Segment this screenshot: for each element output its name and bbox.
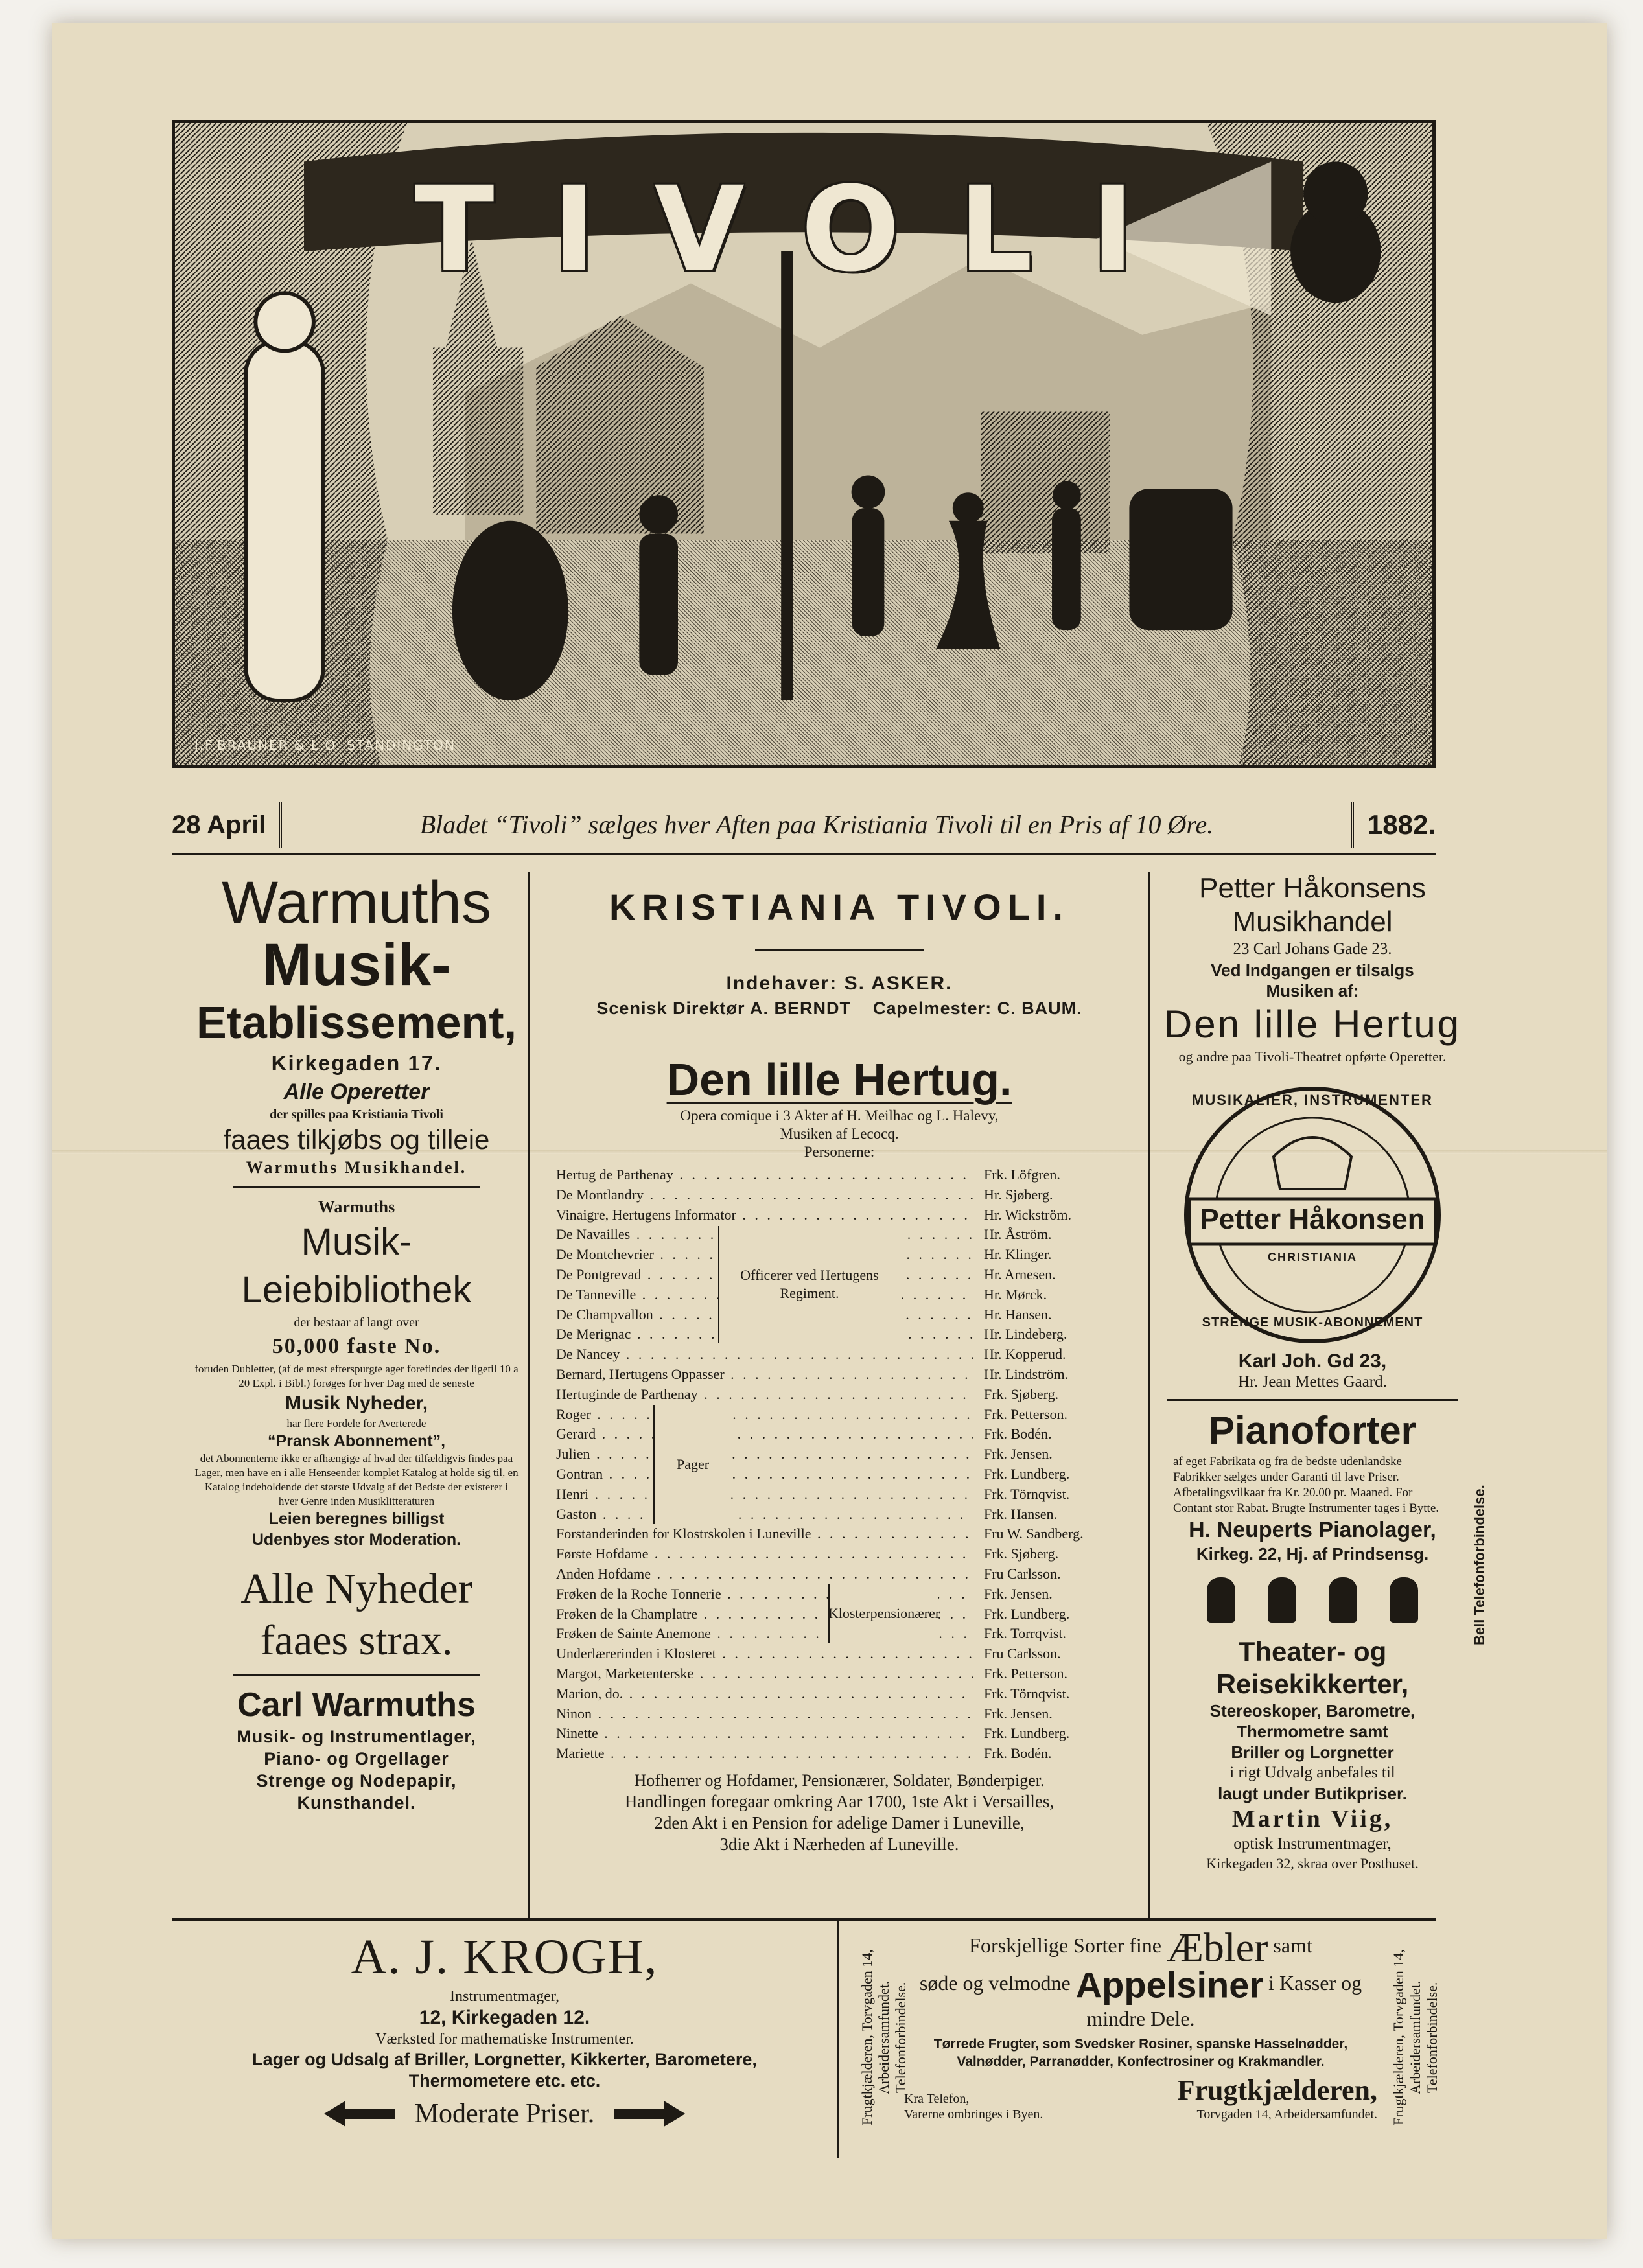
cast-actor: Frk. Jensen. [973,1704,1123,1724]
appelsiner-prefix: søde og velmodne [919,1971,1071,1995]
andre-operetter-text: og andre paa Tivoli-Theatret opførte Operetter. [1178,1048,1447,1065]
operetter-heading: Alle Operetter [283,1080,430,1104]
masthead-illustration [172,120,1436,768]
carl-warmuths-heading: Carl Warmuths [237,1686,476,1724]
cast-row [556,1205,1123,1225]
hakonsen-seal [1176,1079,1449,1351]
cast-row [556,1505,1123,1525]
cast-row [556,1345,1123,1365]
cast-row [556,1544,1123,1564]
owner-line: Indehaver: S. ASKER. [726,973,953,994]
pianoforter-heading: Pianoforter [1208,1409,1417,1452]
cast-row [556,1185,1123,1205]
cast-role: Vinaigre, Hertugens Informator . . . [556,1205,973,1225]
frugt-address: Torvgaden 14, Arbeidersamfundet. [1196,2107,1377,2122]
spilles-text: der spilles paa Kristiania Tivoli [270,1107,443,1122]
left-column-warmuths-ad [194,872,519,1921]
leiebibliothek-heading: Musik-Leiebibliothek [241,1221,472,1311]
cast-list [556,1165,1123,1764]
martin-viig-heading: Martin Viig, [1231,1805,1393,1833]
musik-nyheder-text: Musik Nyheder, [285,1393,428,1414]
briller-text: Briller og Lorgnetter [1231,1742,1394,1762]
group-label-kloster: Klosterpensionærer [828,1584,938,1643]
varerne-text: Varerne ombringes i Byen. [904,2107,1043,2122]
genre-line: Opera comique i 3 Akter af H. Meilhac og L. Halevy, [680,1107,999,1124]
reisekikkerter-heading: Reisekikkerter, [1216,1669,1409,1699]
cast-role: Mariette . . . [556,1744,973,1764]
cast-role: De Navailles . . . [556,1225,973,1245]
aebler-line [904,1924,1377,1971]
carl-line-3: Strenge og Nodepapir, [256,1771,457,1790]
cast-role: Hertug de Parthenay . . . [556,1165,973,1185]
group-label-officers: Officerer ved Hertugens Regiment. [718,1226,900,1343]
aebler-suffix: samt [1273,1934,1312,1957]
cast-actor: Frk. Torrqvist. [973,1624,1123,1644]
seal-city: CHRISTIANIA [1268,1251,1357,1264]
cast-actor: Hr. Kopperud. [973,1345,1123,1365]
setting-line-2: 2den Akt i en Pension for adelige Damer i Luneville, [654,1812,1025,1833]
moderate-priser-row [172,2094,837,2133]
neupert-address: Kirkeg. 22, Hj. af Prindsensg. [1196,1544,1429,1564]
cast-actor: Hr. Wickström. [973,1205,1123,1225]
abonnenter-text: det Abonnenterne ikke er afhængige af hvad der tilfældigvis findes paa Lager, men have en i alle Henseender komplet Katalog at holde sig til, en Katalog indeholdende det største Udvalg af det Bedste der existerer i hver Genre inden Musiklitteraturen [194,1452,519,1507]
cast-actor: Frk. Jensen. [973,1444,1123,1464]
krogh-title: Instrumentmager, [450,1988,559,2005]
warmuths-heading: Warmuths [222,870,491,936]
cast-actor: Frk. Löfgren. [973,1165,1123,1185]
tilkjobs-text: faaes tilkjøbs og tilleie [223,1124,490,1155]
issue-date: 28 April [172,802,282,848]
cast-role: De Nancey . . . [556,1345,973,1365]
cast-role: Marion, do. . . . [556,1684,973,1704]
cast-row [556,1744,1123,1764]
cast-actor: Hr. Sjøberg. [973,1185,1123,1205]
cast-row [556,1424,1123,1444]
warmuths-subheading: Warmuths [318,1198,395,1216]
cast-role: Første Hofdame . . . [556,1544,973,1564]
cast-role: Frøken de Sainte Anemone . . . [556,1624,973,1644]
cast-role: De Pontgrevad . . . [556,1265,973,1285]
cast-row [556,1684,1123,1704]
right-column-ads [1160,872,1487,1921]
krogh-name: A. J. KROGH, [351,1930,658,1984]
cast-actor: Fru W. Sandberg. [973,1524,1123,1544]
engraver-credit: J.F.BRAUNER & L.O. STANDINGTON [194,737,456,753]
frugtkjaelderen-heading: Frugtkjælderen, [1177,2074,1377,2107]
torrede-frugter-text: Tørrede Frugter, som Svedsker Rosiner, spanske Hasselnødder, Valnødder, Parranødder, Konfectrosiner og Krakmandler. [933,2037,1348,2070]
warmuths-address: Kirkegaden 17. [271,1051,442,1075]
udvalg-text: i rigt Udvalg anbefales til [1229,1764,1395,1781]
krogh-ad [172,1921,839,2158]
cast-row [556,1365,1123,1385]
cast-role: Julien . . . [556,1444,973,1464]
cast-actor: Frk. Jensen. [973,1584,1123,1604]
hands-row [1160,1577,1465,1623]
cast-role: Anden Hofdame . . . [556,1564,973,1584]
cast-role: De Merignac . . . [556,1325,973,1345]
krogh-lager: Lager og Udsalg af Briller, Lorgnetter, Kikkerter, Barometere, [252,2050,757,2069]
cast-row [556,1385,1123,1405]
director-text: Scenisk Direktør A. BERNDT [596,999,852,1018]
divider [233,1186,480,1188]
staff-line [530,997,1148,1020]
ved-indgangen-text: Ved Indgangen er tilsalgs [1211,960,1414,980]
cast-row [556,1724,1123,1744]
aebler-prefix: Forskjellige Sorter fine [969,1934,1161,1957]
cast-actor: Frk. Petterson. [973,1664,1123,1684]
cast-actor: Hr. Mørck. [973,1285,1123,1305]
frugt-side-right: Frugtkjælderen, Torvgaden 14, Arbeidersamfundet. Telefonforbindelse. [1390,1949,1440,2125]
cast-actor: Frk. Lundberg. [973,1724,1123,1744]
udenbyes-text: Udenbyes stor Moderation. [251,1531,461,1549]
hakonsen-heading: Petter Håkonsens Musikhandel [1199,872,1426,938]
setting-line-1: Handlingen foregaar omkring Aar 1700, 1ste Akt i Versailles, [624,1791,1055,1811]
cast-row [556,1165,1123,1185]
pransk-abonnement-text: “Pransk Abonnement”, [267,1432,446,1450]
date-strip [172,797,1436,855]
cast-row [556,1664,1123,1684]
cast-actor: Hr. Arnesen. [973,1265,1123,1285]
frugt-side-left: Frugtkjælderen, Torvgaden 14, Arbeidersamfundet. Telefonforbindelse. [859,1949,909,2125]
cast-actor: Frk. Hansen. [973,1505,1123,1525]
bottom-ads [172,1918,1440,2158]
pointing-hand-icon [614,2101,685,2127]
hand-icon [1329,1577,1357,1623]
cast-row [556,1464,1123,1485]
cast-actor: Hr. Lindström. [973,1365,1123,1385]
setting-line-3: 3die Akt i Nærheden af Luneville. [719,1834,959,1854]
krogh-address: 12, Kirkegaden 12. [419,2007,590,2028]
seal-bottom-text: STRENGE MUSIK-ABONNEMENT [1202,1315,1423,1330]
seal-name: Petter Håkonsen [1200,1203,1425,1235]
cast-actor: Frk. Bodén. [973,1424,1123,1444]
cast-role: Underlærerinden i Klosteret . . . [556,1644,973,1664]
musiken-af-text: Musiken af: [1266,981,1359,1001]
cast-actor: Frk. Sjøberg. [973,1544,1123,1564]
cast-role: Ninette . . . [556,1724,973,1744]
frugtkjaelderen-ad [846,1921,1440,2158]
capelmester-text: Capelmester: C. BAUM. [873,999,1082,1018]
cast-role: Bernard, Hertugens Oppasser . . . [556,1365,973,1385]
cast-row [556,1704,1123,1724]
cast-role: Frøken de la Champlatre . . . [556,1604,973,1625]
cast-row [556,1524,1123,1544]
divider [1167,1399,1458,1401]
cast-role: Gontran . . . [556,1464,973,1485]
moderate-priser-text: Moderate Priser. [414,2099,595,2129]
frugt-footer [904,2074,1377,2122]
optisk-text: optisk Instrumentmager, [1233,1835,1392,1853]
show-title: Den lille Hertug. [666,1054,1012,1105]
den-lille-hertug-heading: Den lille Hertug [1163,1002,1462,1046]
musikhandel-text: Warmuths Musikhandel. [246,1158,467,1177]
extras-line: Hofherrer og Hofdamer, Pensionærer, Soldater, Bønderpiger. [634,1770,1045,1790]
cast-role: De Tanneville . . . [556,1285,973,1305]
cast-role: Roger . . . [556,1405,973,1425]
carl-line-1: Musik- og Instrumentlager, [237,1727,476,1746]
cast-role: Gaston . . . [556,1505,973,1525]
fordele-text: har flere Fordele for Averterede [286,1417,426,1429]
musik-heading: Musik- [262,932,451,998]
cast-actor: Hr. Åström. [973,1225,1123,1245]
cast-row [556,1485,1123,1505]
fifty-thousand-text: 50,000 faste No. [272,1334,441,1358]
cast-role: Gerard . . . [556,1424,973,1444]
cast-actor: Frk. Sjøberg. [973,1385,1123,1405]
neupert-heading: H. Neuperts Pianolager, [1189,1518,1436,1542]
appelsiner-line [904,1966,1377,2036]
cast-actor: Fru Carlsson. [973,1644,1123,1664]
etablissement-heading: Etablissement, [196,997,517,1048]
jean-mettes-text: Hr. Jean Mettes Gaard. [1238,1373,1387,1391]
krogh-thermo: Thermometere etc. etc. [408,2071,601,2090]
cast-actor: Frk. Bodén. [973,1744,1123,1764]
alle-nyheder-heading: Alle Nyheder [240,1565,472,1612]
cast-role: De Montlandry . . . [556,1185,973,1205]
hand-icon [1207,1577,1235,1623]
seal-top-text: MUSIKALIER, INSTRUMENTER [1192,1092,1433,1108]
cast-role: Frøken de la Roche Tonnerie . . . [556,1584,973,1604]
cast-actor: Hr. Hansen. [973,1305,1123,1325]
cast-row [556,1444,1123,1464]
stereoskoper-text: Stereoskoper, Barometre, Thermometre samt [1209,1701,1416,1741]
appelsiner-word: Appelsiner [1075,1964,1264,2006]
hand-icon [1268,1577,1296,1623]
cast-role: De Champvallon . . . [556,1305,973,1325]
hand-icon [1390,1577,1418,1623]
frugt-main [904,1924,1377,2122]
cast-role: Henri . . . [556,1485,973,1505]
cast-actor: Hr. Lindeberg. [973,1325,1123,1345]
viig-address: Kirkegaden 32, skraa over Posthuset. [1206,1855,1419,1871]
frugt-footer-right [1178,2074,1377,2122]
carl-line-2: Piano- og Orgellager [264,1749,449,1768]
pointing-hand-icon [324,2101,395,2127]
music-line: Musiken af Lecocq. [780,1126,899,1142]
cast-actor: Frk. Törnqvist. [973,1485,1123,1505]
theater-heading: Theater- og [1238,1636,1387,1667]
bestaar-text: der bestaar af langt over [294,1315,419,1330]
cast-actor: Frk. Lundberg. [973,1464,1123,1485]
hakonsen-address: 23 Carl Johans Gade 23. [1233,940,1392,958]
program-title: KRISTIANIA TIVOLI. [609,886,1069,927]
divider [233,1674,480,1676]
cast-actor: Frk. Petterson. [973,1405,1123,1425]
issue-year: 1882. [1351,802,1436,848]
butikpriser-text: laugt under Butikpriser. [1218,1784,1407,1803]
cast-actor: Fru Carlsson. [973,1564,1123,1584]
faaes-strax-heading: faaes strax. [260,1617,453,1664]
cast-row [556,1644,1123,1664]
kra-telefon-text: Kra Telefon, [904,2092,970,2107]
cast-role: De Montchevrier . . . [556,1245,973,1265]
carl-line-4: Kunsthandel. [297,1793,416,1812]
group-label-pager: Pager [653,1405,731,1524]
cast-actor: Frk. Törnqvist. [973,1684,1123,1704]
cast-actor: Hr. Klinger. [973,1245,1123,1265]
cast-role: Ninon . . . [556,1704,973,1724]
telefon-side-text: Bell Telefonforbindelse. [1471,1485,1487,1645]
tagline: Bladet “Tivoli” sælges hver Aften paa Kristiania Tivoli til en Pris af 10 Øre. [419,810,1214,839]
divider [755,949,924,951]
pianoforter-text: af eget Fabrikata og fra de bedste udenlandske Fabrikker sælges under Garanti til lave Priser. Afbetalingsvilkaar fra Kr. 20.00 pr. Maaned. For Contant stor Rabat. Brugte Instrumenter tages i Bytte. [1173,1455,1439,1515]
krogh-vaerksted: Værksted for mathematiske Instrumenter. [375,2031,634,2048]
masthead-title: TIVOLI [414,162,1193,297]
appelsiner-suffix: i Kasser og mindre Dele. [1086,1971,1362,2031]
cast-role: Margot, Marketenterske . . . [556,1664,973,1684]
dubletter-text: foruden Dubletter, (af de mest efterspurgte ager forefindes der ligetil 10 a 20 Expl. i Bibl.) forøges for hver Dag med de seneste [194,1363,519,1389]
cast-actor: Frk. Lundberg. [973,1604,1123,1625]
leien-text: Leien beregnes billigst [268,1510,445,1528]
personerne-label: Personerne: [804,1144,875,1160]
cast-role: Hertuginde de Parthenay . . . [556,1385,973,1405]
frugt-footer-left [904,2091,1043,2122]
cast-role: Forstanderinden for Klostrskolen i Luneville . . . [556,1524,973,1544]
middle-column-program [528,872,1150,1921]
cast-row [556,1405,1123,1425]
karl-johan-address: Karl Joh. Gd 23, [1238,1350,1387,1372]
aebler-word: Æbler [1166,1924,1268,1971]
cast-row [556,1564,1123,1584]
